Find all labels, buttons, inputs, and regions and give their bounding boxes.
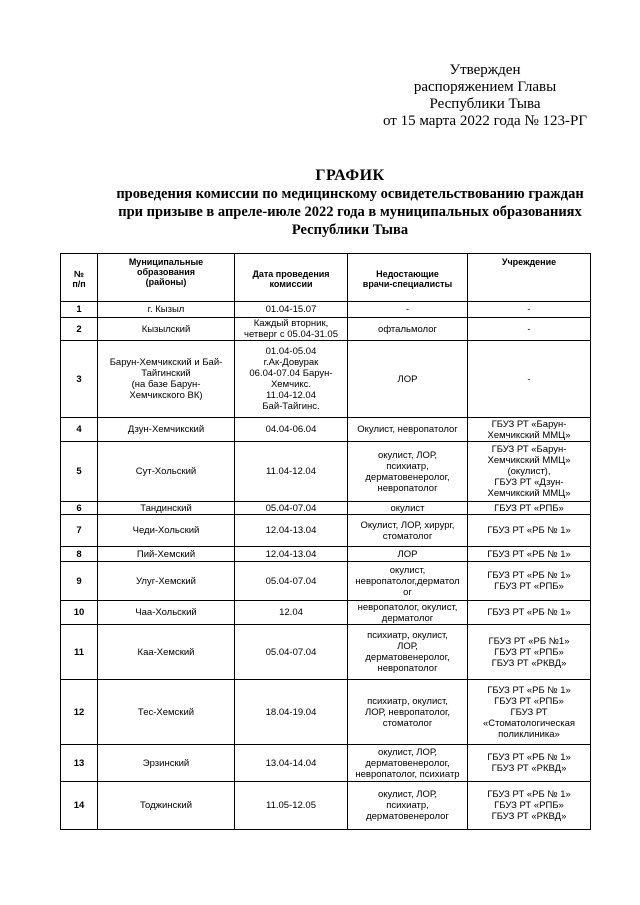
row-number: 2 — [61, 318, 98, 341]
approval-block — [360, 62, 610, 130]
table-header-row — [61, 254, 591, 302]
header-district: Муниципальные образования (районы) — [98, 254, 235, 302]
row-date: 04.04-06.04 — [235, 418, 348, 442]
row-number: 1 — [61, 302, 98, 318]
row-district: Дзун-Хемчикский — [98, 418, 235, 442]
row-institution: ГБУЗ РТ «РБ № 1» ГБУЗ РТ «РПБ» ГБУЗ РТ «РКВД» — [468, 782, 591, 830]
row-institution: ГБУЗ РТ «РПБ» — [468, 502, 591, 515]
document-subtitle-line: Республики Тыва — [291, 222, 409, 238]
table-row — [61, 680, 591, 745]
row-doctors: офтальмолог — [348, 318, 468, 341]
row-institution: ГБУЗ РТ «РБ № 1» — [468, 515, 591, 547]
row-district: Сут-Хольский — [98, 442, 235, 502]
row-institution: - — [468, 318, 591, 341]
row-district: Чаа-Хольский — [98, 601, 235, 625]
row-district: Тес-Хемский — [98, 680, 235, 745]
document-subtitle-line: при призыве в апреле-июле 2022 года в муниципальных образованиях — [118, 204, 582, 220]
row-date: 12.04-13.04 — [235, 515, 348, 547]
row-doctors: Окулист, невропатолог — [348, 418, 468, 442]
row-institution: ГБУЗ РТ «РБ №1» ГБУЗ РТ «РПБ» ГБУЗ РТ «РКВД» — [468, 625, 591, 680]
approval-line: от 15 марта 2022 года № 123-РГ — [382, 113, 588, 129]
document-subtitle-line: проведения комиссии по медицинскому освидетельствованию граждан — [116, 186, 584, 202]
row-date: 12.04 — [235, 601, 348, 625]
row-number: 3 — [61, 341, 98, 418]
row-district: Тандинский — [98, 502, 235, 515]
row-doctors: окулист, ЛОР, психиатр, дерматовенеролог — [348, 782, 468, 830]
row-doctors: психиатр, окулист, ЛОР, дерматовенеролог, невропатолог — [348, 625, 468, 680]
header-number: № п/п — [61, 254, 98, 302]
row-number: 14 — [61, 782, 98, 830]
row-doctors: невропатолог, окулист, дерматолог — [348, 601, 468, 625]
row-district: Барун-Хемчикский и Бай- Тайгинский (на базе Барун- Хемчикского ВК) — [98, 341, 235, 418]
row-date: 13.04-14.04 — [235, 745, 348, 782]
row-institution: ГБУЗ РТ «Барун- Хемчикский ММЦ» — [468, 418, 591, 442]
table-row — [61, 547, 591, 562]
row-date: 11.04-12.04 — [235, 442, 348, 502]
row-number: 6 — [61, 502, 98, 515]
table-row — [61, 341, 591, 418]
row-district: Тоджинский — [98, 782, 235, 830]
table-row — [61, 782, 591, 830]
row-institution: ГБУЗ РТ «РБ № 1» — [468, 547, 591, 562]
table-row — [61, 318, 591, 341]
row-number: 10 — [61, 601, 98, 625]
row-doctors: окулист, невропатолог,дерматол ог — [348, 562, 468, 601]
row-institution: ГБУЗ РТ «Барун- Хемчикский ММЦ» (окулист), ГБУЗ РТ «Дзун- Хемчикский ММЦ» — [468, 442, 591, 502]
row-number: 4 — [61, 418, 98, 442]
row-institution: ГБУЗ РТ «РБ № 1» ГБУЗ РТ «РКВД» — [468, 745, 591, 782]
table-row — [61, 302, 591, 318]
row-date: 01.04-15.07 — [235, 302, 348, 318]
row-date: Каждый вторник, четверг с 05.04-31.05 — [235, 318, 348, 341]
row-number: 7 — [61, 515, 98, 547]
row-district: Улуг-Хемский — [98, 562, 235, 601]
row-doctors: ЛОР — [348, 547, 468, 562]
table-row — [61, 442, 591, 502]
row-date: 12.04-13.04 — [235, 547, 348, 562]
row-institution: - — [468, 341, 591, 418]
row-district: Чеди-Хольский — [98, 515, 235, 547]
table-row — [61, 745, 591, 782]
row-doctors: окулист, ЛОР, психиатр, дерматовенеролог, невропатолог — [348, 442, 468, 502]
table-row — [61, 625, 591, 680]
row-institution: ГБУЗ РТ «РБ № 1» ГБУЗ РТ «РПБ» — [468, 562, 591, 601]
approval-line: Утвержден — [449, 62, 521, 78]
table-row — [61, 562, 591, 601]
row-doctors: Окулист, ЛОР, хирург, стоматолог — [348, 515, 468, 547]
approval-line: Республики Тыва — [429, 96, 541, 112]
row-number: 5 — [61, 442, 98, 502]
row-doctors: психиатр, окулист, ЛОР, невропатолог, стоматолог — [348, 680, 468, 745]
row-date: 01.04-05.04 г.Ак-Довурак 06.04-07.04 Барун- Хемчикс. 11.04-12.04 Бай-Тайгинс. — [235, 341, 348, 418]
row-number: 13 — [61, 745, 98, 782]
row-district: Кызылский — [98, 318, 235, 341]
row-date: 05.04-07.04 — [235, 502, 348, 515]
row-district: г. Кызыл — [98, 302, 235, 318]
table-row — [61, 502, 591, 515]
header-institution: Учреждение — [468, 254, 591, 302]
header-date: Дата проведения комиссии — [235, 254, 348, 302]
approval-line: распоряжением Главы — [413, 79, 557, 95]
row-institution: - — [468, 302, 591, 318]
row-date: 05.04-07.04 — [235, 562, 348, 601]
row-number: 12 — [61, 680, 98, 745]
schedule-table — [60, 253, 591, 830]
row-date: 05.04-07.04 — [235, 625, 348, 680]
row-doctors: окулист, ЛОР, дерматовенеролог, невропатолог, психиатр — [348, 745, 468, 782]
table-row — [61, 418, 591, 442]
row-doctors: ЛОР — [348, 341, 468, 418]
row-number: 8 — [61, 547, 98, 562]
header-doctors: Недостающие врачи-специалисты — [348, 254, 468, 302]
row-district: Пий-Хемский — [98, 547, 235, 562]
row-number: 9 — [61, 562, 98, 601]
row-institution: ГБУЗ РТ «РБ № 1» — [468, 601, 591, 625]
row-date: 11.05-12.05 — [235, 782, 348, 830]
row-date: 18.04-19.04 — [235, 680, 348, 745]
document-heading — [60, 167, 640, 239]
row-doctors: - — [348, 302, 468, 318]
row-district: Эрзинский — [98, 745, 235, 782]
document-title: ГРАФИК — [315, 167, 385, 184]
table-row — [61, 601, 591, 625]
row-institution: ГБУЗ РТ «РБ № 1» ГБУЗ РТ «РПБ» ГБУЗ РТ «Стоматологическая поликлиника» — [468, 680, 591, 745]
row-doctors: окулист — [348, 502, 468, 515]
row-number: 11 — [61, 625, 98, 680]
table-row — [61, 515, 591, 547]
row-district: Каа-Хемский — [98, 625, 235, 680]
